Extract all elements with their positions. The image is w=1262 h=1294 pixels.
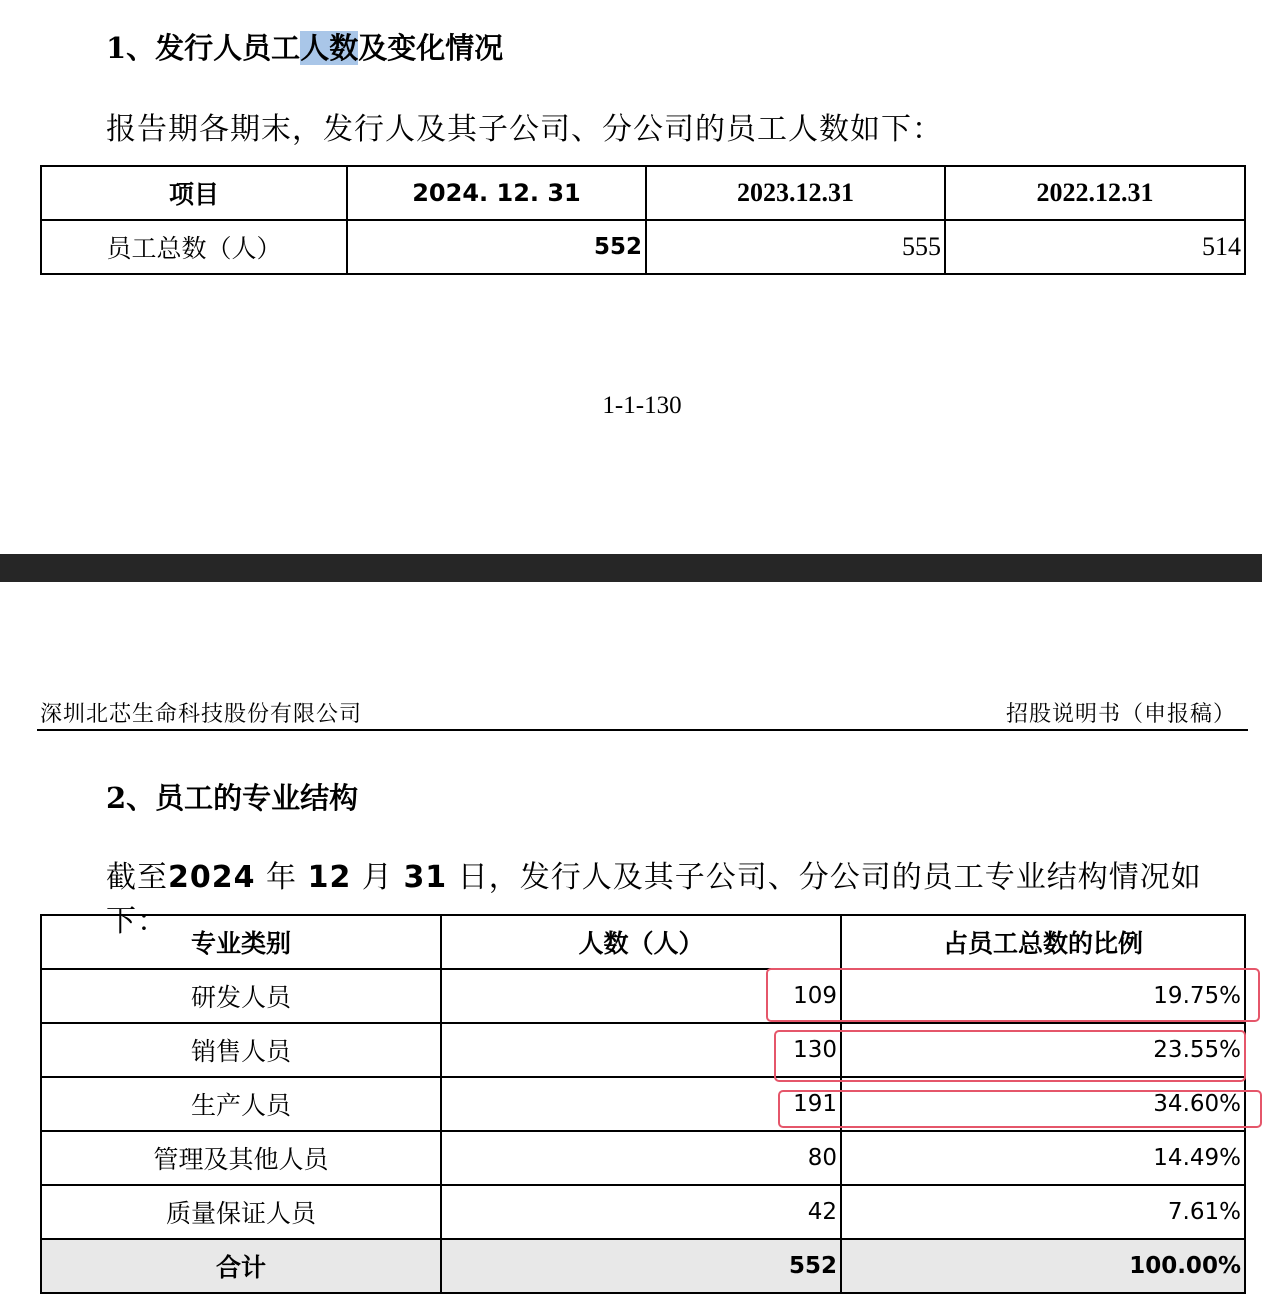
table-row <box>41 1131 1245 1185</box>
header-date: 2022.12.31 <box>945 166 1245 220</box>
total-label: 合计 <box>41 1239 441 1293</box>
total-count: 552 <box>441 1239 841 1293</box>
row-label: 生产人员 <box>41 1077 441 1131</box>
annotation-box-sales <box>774 1030 1246 1082</box>
cell-ratio: 23.55% <box>841 1023 1245 1077</box>
cell-ratio: 34.60% <box>841 1077 1245 1131</box>
cell-count: 80 <box>441 1131 841 1185</box>
cell-count: 109 <box>441 969 841 1023</box>
row-label: 销售人员 <box>41 1023 441 1077</box>
paragraph-professional-structure: 截至2024 年 12 月 31 日，发行人及其子公司、分公司的员工专业结构情况如下： <box>106 860 1202 939</box>
cell-count: 191 <box>441 1077 841 1131</box>
header-item: 项目 <box>41 166 347 220</box>
header-ratio: 占员工总数的比例 <box>841 915 1245 969</box>
row-label: 员工总数（人） <box>41 220 347 274</box>
row-label: 质量保证人员 <box>41 1185 441 1239</box>
header-category: 专业类别 <box>41 915 441 969</box>
total-ratio: 100.00% <box>841 1239 1245 1293</box>
cell-ratio: 7.61% <box>841 1185 1245 1239</box>
header-date: 2024. 12. 31 <box>347 166 646 220</box>
table-header-row <box>41 915 1245 969</box>
header-rule <box>37 729 1248 731</box>
table-header-row <box>41 166 1245 220</box>
employee-count-table <box>40 165 1246 275</box>
section-heading-2: 2、员工的专业结构 <box>106 781 359 815</box>
cell-value: 514 <box>945 220 1245 274</box>
annotation-box-rd <box>766 968 1260 1022</box>
cell-value: 552 <box>347 220 646 274</box>
row-label: 研发人员 <box>41 969 441 1023</box>
cell-count: 130 <box>441 1023 841 1077</box>
cell-value: 555 <box>646 220 945 274</box>
annotation-box-production <box>778 1090 1262 1128</box>
selected-text-highlight[interactable]: 人数 <box>300 31 359 65</box>
page-divider <box>0 554 1262 582</box>
company-name: 深圳北芯生命科技股份有限公司 <box>40 702 363 727</box>
cell-ratio: 14.49% <box>841 1131 1245 1185</box>
table-row <box>41 1185 1245 1239</box>
table-row <box>41 220 1245 274</box>
page-number: 1-1-130 <box>602 392 682 419</box>
header-count: 人数（人） <box>441 915 841 969</box>
section-heading-1: 1、发行人员工人数及变化情况 <box>106 31 504 65</box>
paragraph-employee-count: 报告期各期末，发行人及其子公司、分公司的员工人数如下： <box>106 112 943 147</box>
cell-count: 42 <box>441 1185 841 1239</box>
cell-ratio: 19.75% <box>841 969 1245 1023</box>
document-title: 招股说明书（申报稿） <box>1005 702 1236 727</box>
row-label: 管理及其他人员 <box>41 1131 441 1185</box>
header-date: 2023.12.31 <box>646 166 945 220</box>
table-total-row <box>41 1239 1245 1293</box>
